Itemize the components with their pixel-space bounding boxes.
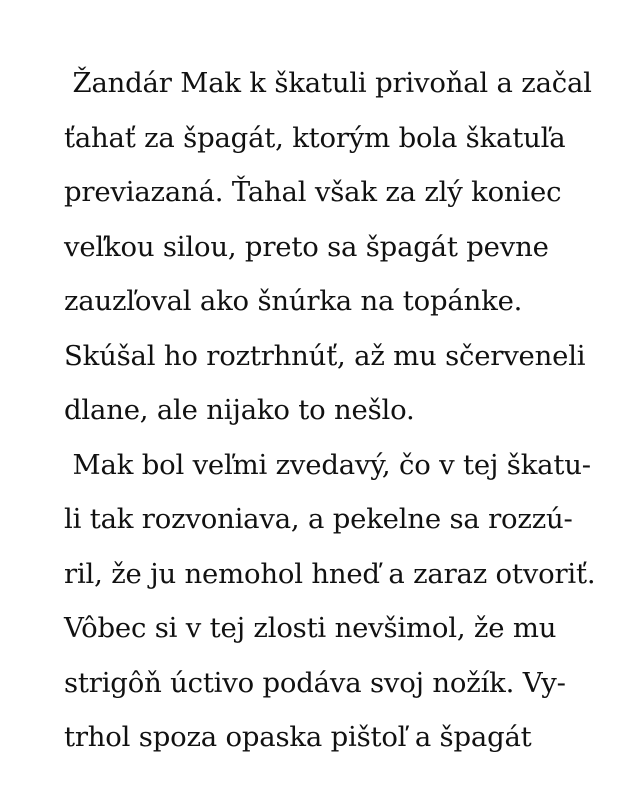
text-line-6: Skúšal ho roztrhnúť, až mu sčerveneli	[64, 339, 586, 372]
text-line-10: ril, že ju nemohol hneď a zaraz otvoriť.	[64, 557, 596, 590]
text-line-12: strigôň úctivo podáva svoj nožík. Vy-	[64, 666, 566, 699]
text-line-13: trhol spoza opaska pištoľ a špagát	[64, 721, 532, 753]
text-line-3: previazaná. Ťahal však za zlý koniec	[64, 176, 562, 208]
text-line-8: Mak bol veľmi zvedavý, čo v tej škatu-	[64, 448, 591, 481]
text-line-2: ťahať za špagát, ktorým bola škatuľa	[64, 121, 566, 154]
text-line-1: Žandár Mak k škatuli privoňal a začal	[64, 67, 592, 99]
text-line-4: veľkou silou, preto sa špagát pevne	[64, 230, 549, 263]
text-line-5: zauzľoval ako šnúrka na topánke.	[64, 285, 523, 317]
text-line-9: li tak rozvoniava, a pekelne sa rozzú-	[64, 503, 573, 535]
text-line-11: Vôbec si v tej zlosti nevšimol, že mu	[64, 612, 557, 644]
text-line-7: dlane, ale nijako to nešlo.	[64, 394, 415, 426]
